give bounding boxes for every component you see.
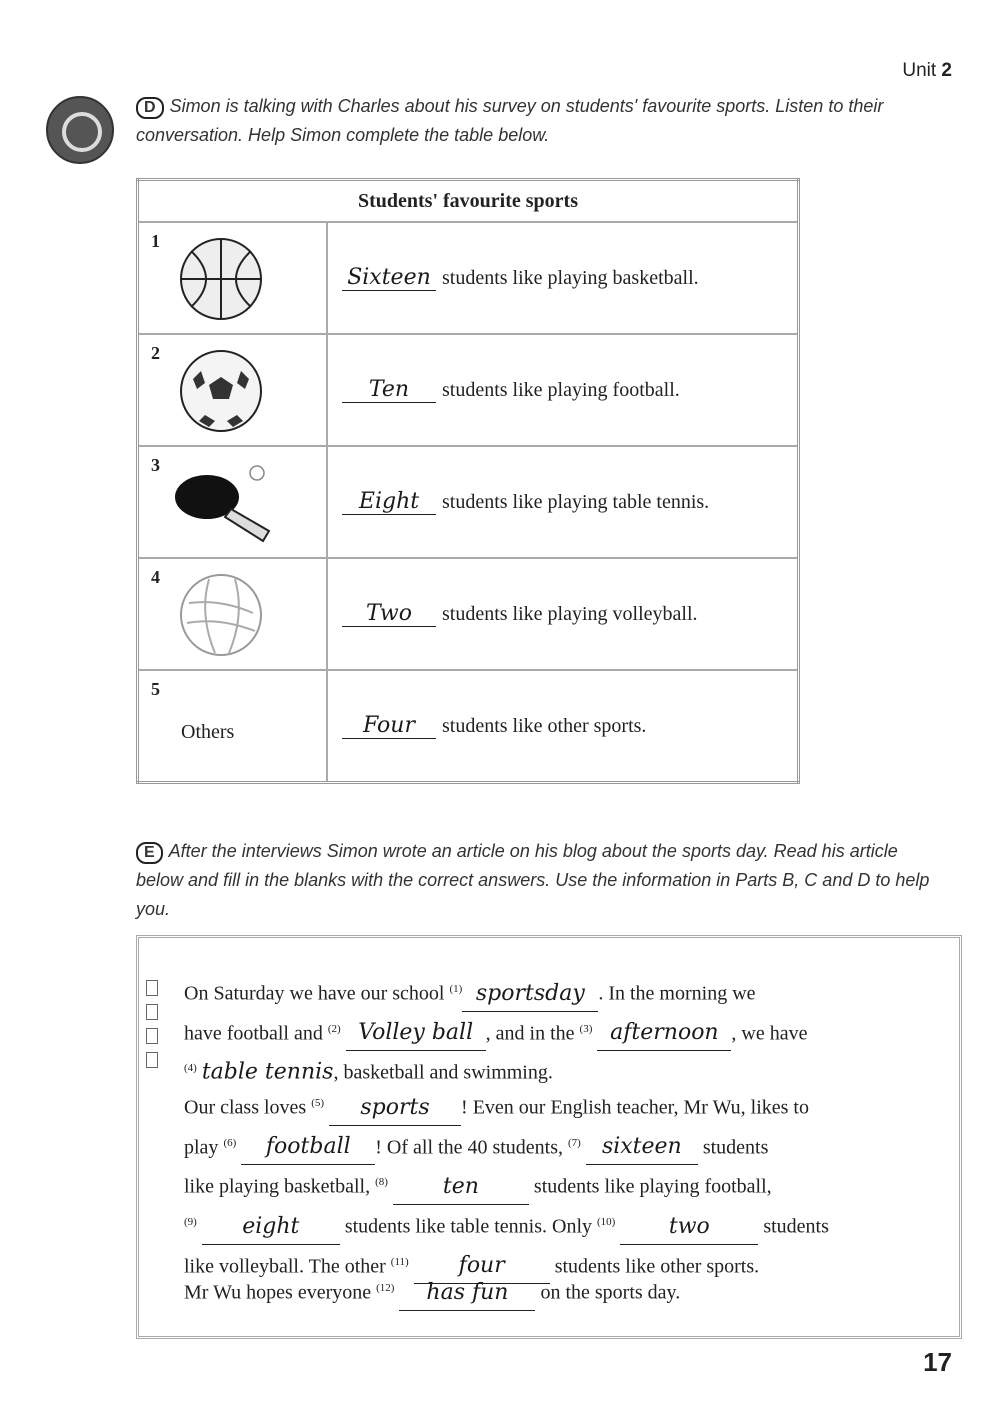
table-row — [138, 446, 799, 558]
answer-blank[interactable]: afternoon — [597, 1016, 731, 1051]
row-number: 4 — [151, 567, 160, 587]
basketball-icon — [179, 237, 263, 321]
unit-heading: Unit 2 — [902, 60, 952, 81]
others-label: Others — [181, 721, 235, 743]
row-text: students like playing volleyball. — [442, 603, 698, 625]
answer-blank[interactable]: Sixteen — [342, 265, 436, 291]
row-text: students like playing football. — [442, 379, 680, 401]
side-tab — [146, 1052, 158, 1068]
answer-blank[interactable]: eight — [202, 1210, 340, 1245]
page-number: 17 — [923, 1347, 952, 1377]
table-row — [138, 222, 799, 334]
part-d-label: D — [136, 97, 164, 119]
answer-blank[interactable]: Two — [342, 601, 436, 627]
table-tennis-icon — [173, 461, 283, 545]
article-paragraph-3: Mr Wu hopes everyone $^{(12)}$ has fun on the sports day. — [184, 1271, 944, 1311]
row-text: students like playing basketball. — [442, 267, 699, 289]
answer-blank[interactable]: Volley ball — [346, 1016, 486, 1051]
answer-blank[interactable]: two — [620, 1210, 758, 1245]
audio-cd-icon — [46, 96, 114, 164]
table-row — [138, 334, 799, 446]
row-number: 1 — [151, 231, 160, 251]
blog-side-tabs — [146, 980, 160, 1076]
answer-blank[interactable]: has fun — [399, 1276, 535, 1311]
row-text: students like playing table tennis. — [442, 491, 710, 513]
side-tab — [146, 1028, 158, 1044]
answer-blank[interactable]: table tennis — [201, 1059, 334, 1085]
row-number: 3 — [151, 455, 160, 475]
answer-blank[interactable]: four — [414, 1249, 550, 1284]
answer-blank[interactable]: sportsday — [462, 977, 598, 1012]
side-tab — [146, 1004, 158, 1020]
article-paragraph-1: On Saturday we have our school $^{(1)}$ sportsday . In the morning we have football and $^{(2)}$ Volley ball , and in the $^{(3)}$ afternoon , we have $^{(4)}$ table tennis, basketball and swimming. — [184, 972, 944, 1090]
table-row — [138, 670, 799, 782]
side-tab — [146, 980, 158, 996]
table-row — [138, 558, 799, 670]
football-icon — [179, 349, 263, 433]
row-text: students like other sports. — [442, 714, 647, 737]
part-e-instruction: E After the interviews Simon wrote an article on his blog about the sports day. Read his article below and fill in the blanks with the correct answers. Use the information in Parts B, C and D to help you. — [136, 841, 930, 919]
answer-blank[interactable]: Ten — [342, 377, 436, 403]
volleyball-icon — [179, 573, 263, 657]
article-paragraph-2: Our class loves $^{(5)}$ sports ! Even our English teacher, Mr Wu, likes to play $^{(6)}$ football ! Of all the 40 students, $^{(7)}$ sixteen students like playing basketball, $^{(8)}$ ten students like playing football, $^{(9)}$ eight students like table tennis. Only $^{(10)}$ two students like volleyball. The other $^{(11)}$ four students like other sports. — [184, 1086, 944, 1284]
answer-blank[interactable]: football — [241, 1130, 375, 1165]
answer-blank[interactable]: Eight — [342, 489, 436, 515]
answer-blank[interactable]: ten — [393, 1170, 529, 1205]
row-number: 5 — [151, 679, 160, 699]
table-heading: Students' favourite sports — [138, 180, 799, 223]
answer-blank[interactable]: sports — [329, 1091, 461, 1126]
row-number: 2 — [151, 343, 160, 363]
part-e-label: E — [136, 842, 163, 864]
answer-blank[interactable]: sixteen — [586, 1130, 698, 1165]
part-d-instruction: D Simon is talking with Charles about his survey on students' favourite sports. Listen to their conversation. Help Simon complete the table below. — [136, 96, 884, 145]
sports-table — [136, 178, 800, 784]
answer-blank[interactable]: Four — [342, 713, 436, 739]
